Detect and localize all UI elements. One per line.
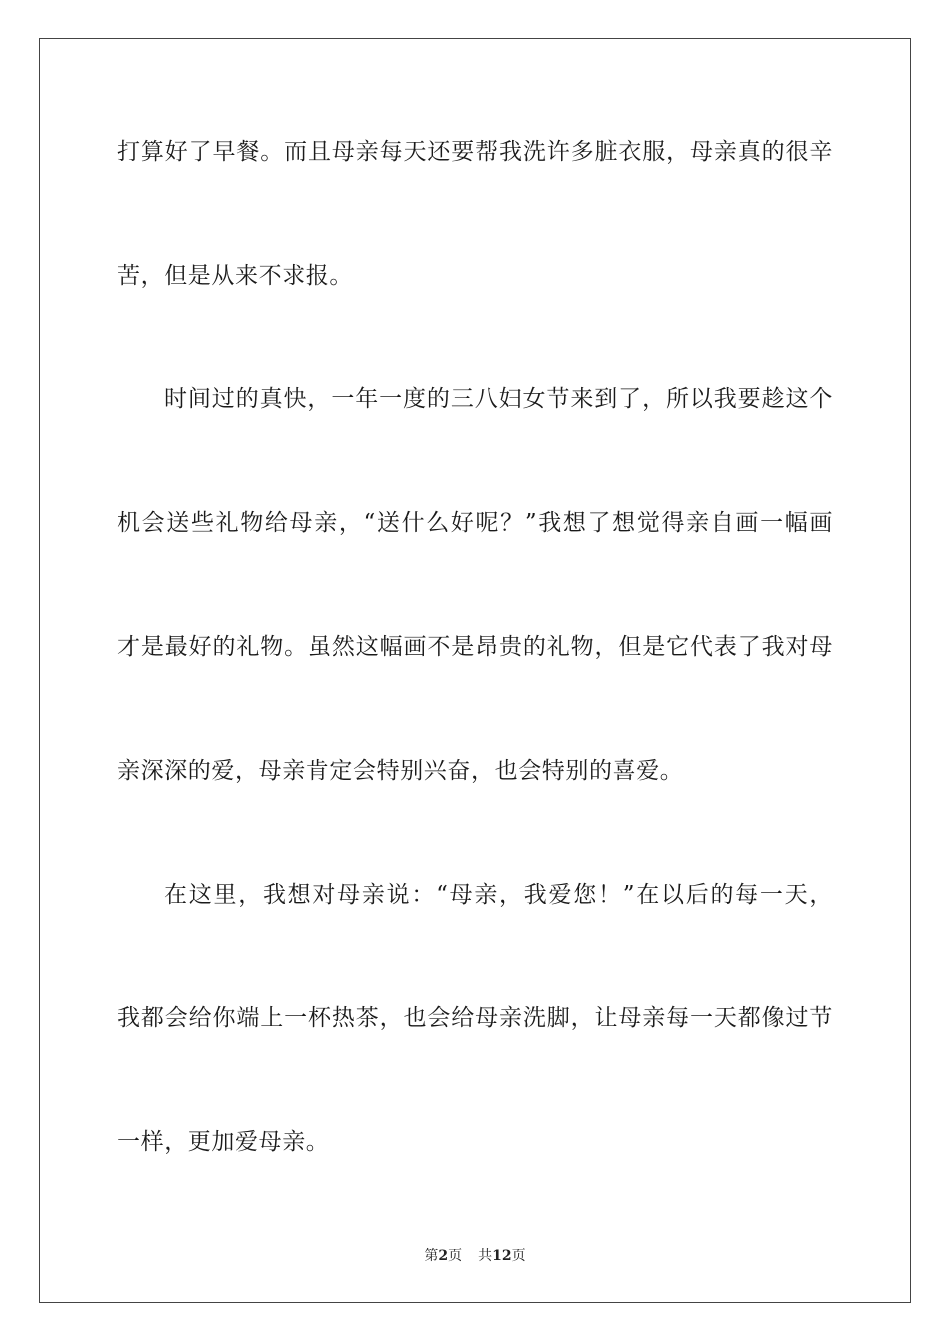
- total-prefix: 共: [478, 1248, 493, 1264]
- page-border: [39, 38, 911, 1303]
- page-prefix: 第: [424, 1248, 439, 1264]
- paragraph-line-1: 打算好了早餐。而且母亲每天还要帮我洗许多脏衣服，母亲真的很辛: [117, 139, 833, 165]
- paragraph-line-2: 苦，但是从来不求报。: [117, 263, 353, 289]
- paragraph-line-7: 在这里，我想对母亲说：“母亲，我爱您！”在以后的每一天，: [164, 882, 833, 908]
- page-number: 2: [438, 1248, 449, 1264]
- total-suffix: 页: [511, 1248, 526, 1264]
- paragraph-line-3: 时间过的真快，一年一度的三八妇女节来到了，所以我要趁这个: [164, 386, 833, 412]
- paragraph-line-6: 亲深深的爱，母亲肯定会特别兴奋，也会特别的喜爱。: [117, 758, 684, 784]
- paragraph-line-4: 机会送些礼物给母亲，“送什么好呢？”我想了想觉得亲自画一幅画: [117, 510, 833, 536]
- total-pages: 12: [492, 1248, 512, 1264]
- page-suffix: 页: [448, 1248, 463, 1264]
- paragraph-line-5: 才是最好的礼物。虽然这幅画不是昂贵的礼物，但是它代表了我对母: [117, 634, 833, 660]
- paragraph-line-9: 一样，更加爱母亲。: [117, 1129, 330, 1155]
- paragraph-line-8: 我都会给你端上一杯热茶，也会给母亲洗脚，让母亲每一天都像过节: [117, 1005, 833, 1031]
- page-footer: [0, 1247, 950, 1265]
